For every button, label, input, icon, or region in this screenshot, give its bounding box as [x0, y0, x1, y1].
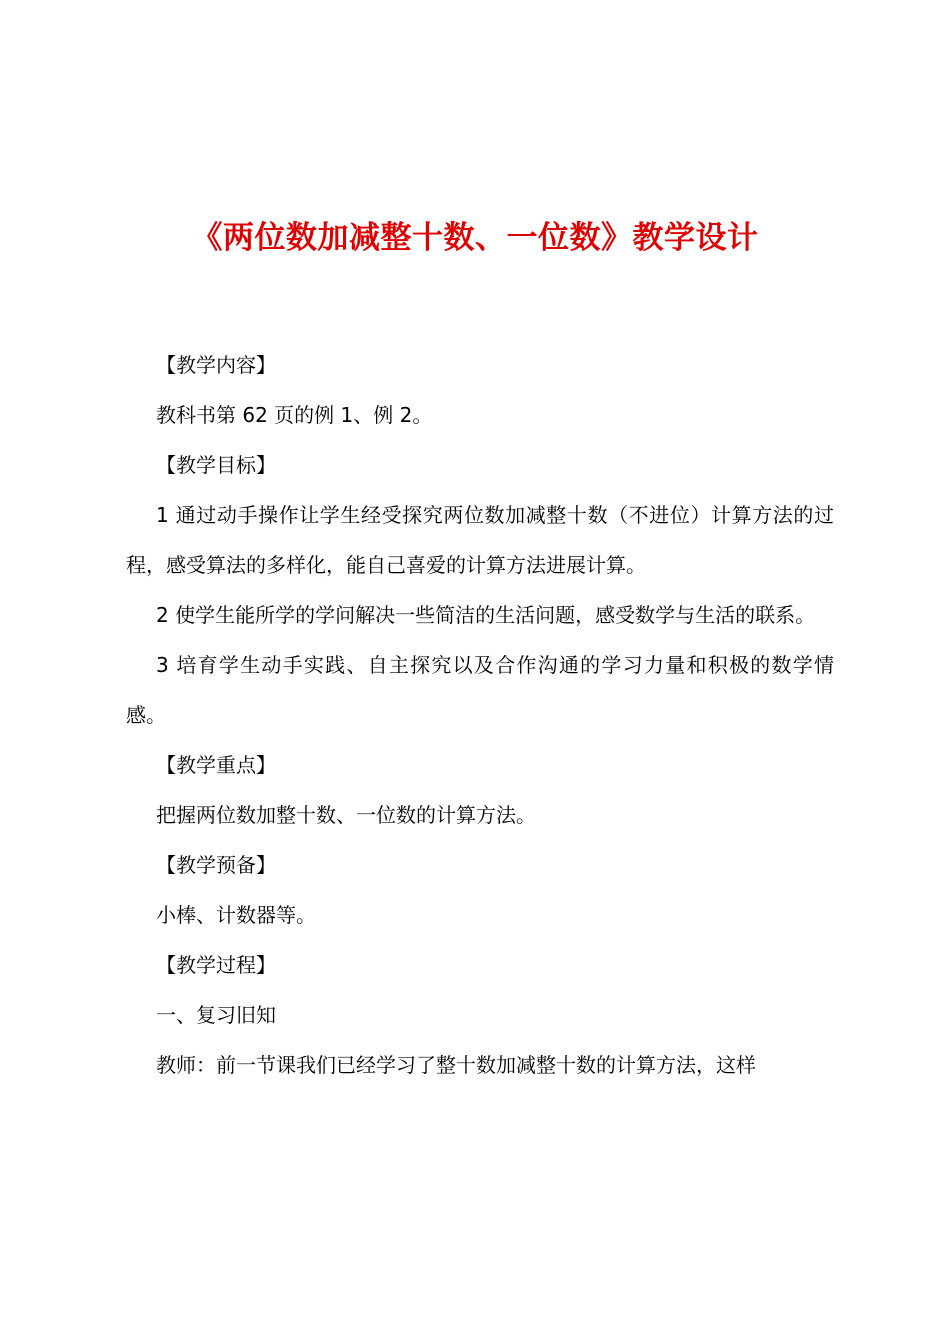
section-heading-goals: 【教学目标】 [156, 453, 276, 477]
section-heading-key-points: 【教学重点】 [156, 753, 276, 777]
section-heading-preparation: 【教学预备】 [156, 853, 276, 877]
paragraph-preparation: 小棒、计数器等。 [156, 903, 316, 927]
document-body [126, 340, 834, 1090]
paragraph-goal-1: 1 通过动手操作让学生经受探究两位数加减整十数（不进位）计算方法的过程，感受算法的多样化，能自己喜爱的计算方法进展计算。 [126, 503, 834, 577]
paragraph-teacher: 教师：前一节课我们已经学习了整十数加减整十数的计算方法，这样 [156, 1053, 756, 1077]
document-title: 《两位数加减整十数、一位数》教学设计 [191, 220, 759, 256]
paragraph-review: 一、复习旧知 [156, 1003, 276, 1027]
paragraph-content: 教科书第 62 页的例 1、例 2。 [156, 403, 433, 427]
paragraph-key-points: 把握两位数加整十数、一位数的计算方法。 [156, 803, 536, 827]
section-heading-content: 【教学内容】 [156, 353, 276, 377]
paragraph-goal-2: 2 使学生能所学的学问解决一些简洁的生活问题，感受数学与生活的联系。 [156, 603, 816, 627]
section-heading-process: 【教学过程】 [156, 953, 276, 977]
paragraph-goal-3: 3 培育学生动手实践、自主探究以及合作沟通的学习力量和积极的数学情感。 [126, 653, 834, 727]
